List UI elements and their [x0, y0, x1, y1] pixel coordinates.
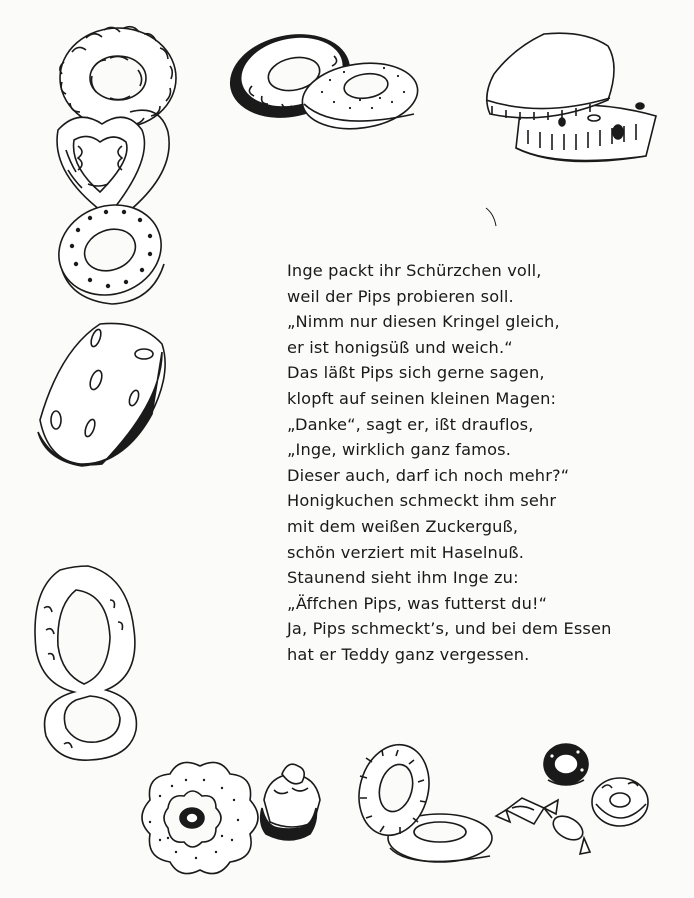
poem-line: mit dem weißen Zuckerguß, [287, 516, 519, 536]
raisin-cake-slices-illustration [486, 33, 656, 161]
poem-line: klopft auf seinen kleinen Magen: [287, 388, 557, 408]
poem-line: hat er Teddy ganz vergessen. [287, 644, 530, 664]
heart-cookie-illustration [57, 110, 169, 216]
dotted-ring-cookie-illustration [46, 191, 174, 309]
twisted-ring-cookie-illustration [60, 27, 176, 128]
poem-line: Ja, Pips schmeckt’s, und bei dem Essen [287, 619, 612, 639]
poem-line: „Danke“, sagt er, ißt drauflos, [287, 414, 534, 434]
chocolate-cupcake-illustration [261, 764, 320, 840]
poem-line: „Äffchen Pips, was futterst du!“ [287, 593, 548, 613]
poem-line: Inge packt ihr Schürzchen voll, [287, 261, 542, 280]
wrapped-candies-illustration [496, 744, 648, 854]
poem-line: er ist honigsüß und weich.“ [287, 337, 513, 357]
flower-cookie-illustration [142, 762, 258, 873]
honey-cake-illustration [38, 323, 165, 466]
poem-line: Dieser auch, darf ich noch mehr?“ [287, 465, 570, 485]
ring-cookies-illustration [349, 737, 492, 862]
pretzel-illustration [35, 566, 136, 760]
poem-line: Staunend sieht ihm Inge zu: [287, 568, 519, 588]
poem [287, 258, 682, 668]
poem-line: „Inge, wirklich ganz famos. [287, 440, 512, 460]
poem-line: weil der Pips probieren soll. [287, 286, 514, 306]
poem-line: Honigkuchen schmeckt ihm sehr [287, 491, 557, 511]
poem-line: „Nimm nur diesen Kringel gleich, [287, 312, 560, 332]
poem-line: schön verziert mit Haselnuß. [287, 542, 524, 562]
poem-line: Das läßt Pips sich gerne sagen, [287, 363, 545, 383]
